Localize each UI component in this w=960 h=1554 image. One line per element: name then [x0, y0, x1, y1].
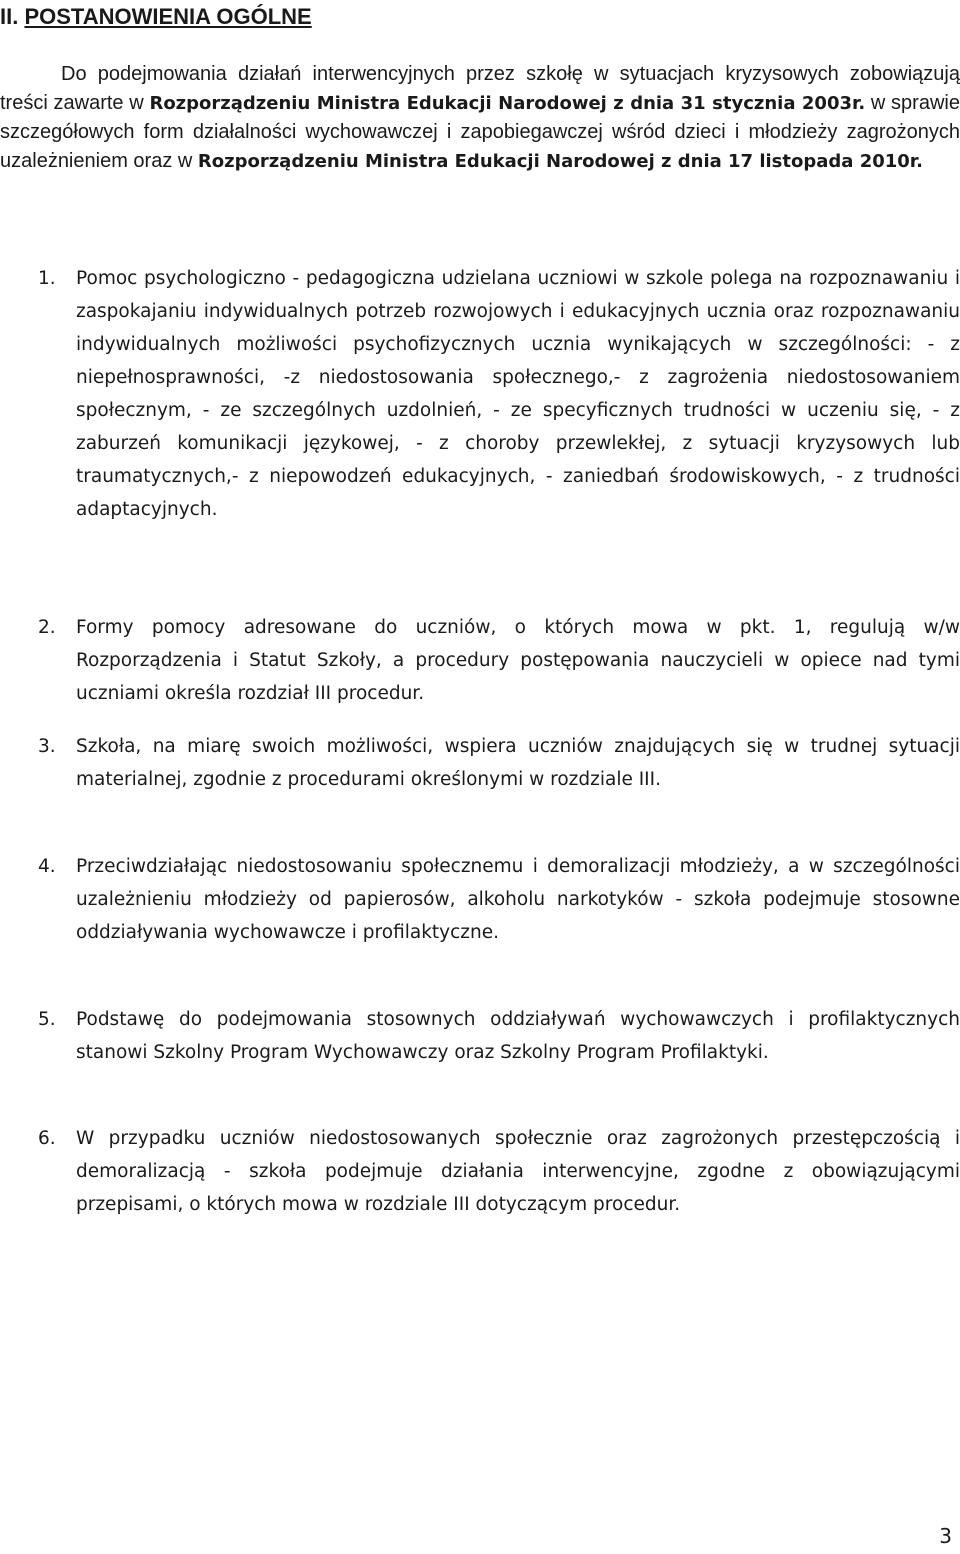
list-item	[38, 1122, 960, 1221]
section-number: II.	[0, 4, 19, 29]
list-item-number: 3.	[38, 736, 56, 757]
list-item	[38, 730, 960, 796]
intro-text-1: Do podejmowania działań interwencyjnych przez szkołę w sytuacjach kryzysowych zobowiązują treści zawarte w	[0, 63, 960, 114]
list-item	[38, 262, 960, 526]
list-item-number: 2.	[38, 617, 56, 638]
list-item-number: 6.	[38, 1128, 56, 1149]
list-item-number: 1.	[38, 268, 56, 289]
list-item-text: Formy pomocy adresowane do uczniów, o których mowa w pkt. 1, regulują w/w Rozporządzenia i Statut Szkoły, a procedury postępowania nauczycieli w opiece nad tymi uczniami określa rozdział III procedur.	[76, 617, 960, 704]
list-item-number: 5.	[38, 1009, 56, 1030]
page-number: 3	[939, 1524, 952, 1548]
list-item	[38, 850, 960, 949]
intro-regulation-2010: Rozporządzeniu Ministra Edukacji Narodowej z dnia 17 listopada 2010r.	[197, 151, 923, 172]
section-heading	[0, 2, 312, 32]
list-item-text: Pomoc psychologiczno - pedagogiczna udzielana uczniowi w szkole polega na rozpoznawaniu i zaspokajaniu indywidualnych potrzeb rozwojowych i edukacyjnych ucznia oraz rozpoznawaniu indywidualnych możliwości psychofizycznych ucznia wynikających w szczególności: - z niepełnosprawności, -z niedostosowania społecznego,- z zagrożenia niedostosowaniem społecznym, - ze szczególnych uzdolnień, - ze specyficznych trudności w uczeniu się, - z zaburzeń komunikacji językowej, - z choroby przewlekłej, z sytuacji kryzysowych lub traumatycznych,- z niepowodzeń edukacyjnych, - zaniedbań środowiskowych, - z trudności adaptacyjnych.	[76, 268, 960, 520]
intro-paragraph	[0, 60, 960, 176]
intro-regulation-2003: Rozporządzeniu Ministra Edukacji Narodowej z dnia 31 stycznia 2003r.	[149, 93, 866, 114]
list-item	[38, 611, 960, 710]
list-item-text: Przeciwdziałając niedostosowaniu społecznemu i demoralizacji młodzieży, a w szczególności uzależnieniu młodzieży od papierosów, alkoholu narkotyków - szkoła podejmuje stosowne oddziaływania wychowawcze i profilaktyczne.	[76, 856, 960, 943]
intro-text-2: w sprawie szczegółowych form działalności wychowawczej i zapobiegawczej wśród dzieci i młodzieży zagrożonych uzależnieniem oraz w	[0, 92, 960, 172]
list-item-text: W przypadku uczniów niedostosowanych społecznie oraz zagrożonych przestępczością i demoralizacją - szkoła podejmuje działania interwencyjne, zgodne z obowiązującymi przepisami, o których mowa w rozdziale III dotyczącym procedur.	[76, 1128, 960, 1215]
list-item-text: Podstawę do podejmowania stosownych oddziaływań wychowawczych i profilaktycznych stanowi Szkolny Program Wychowawczy oraz Szkolny Program Profilaktyki.	[76, 1009, 960, 1063]
list-item-number: 4.	[38, 856, 56, 877]
list-item	[38, 1003, 960, 1069]
list-item-text: Szkoła, na miarę swoich możliwości, wspiera uczniów znajdujących się w trudnej sytuacji materialnej, zgodnie z procedurami określonymi w rozdziale III.	[76, 736, 960, 790]
section-title: POSTANOWIENIA OGÓLNE	[24, 4, 312, 29]
